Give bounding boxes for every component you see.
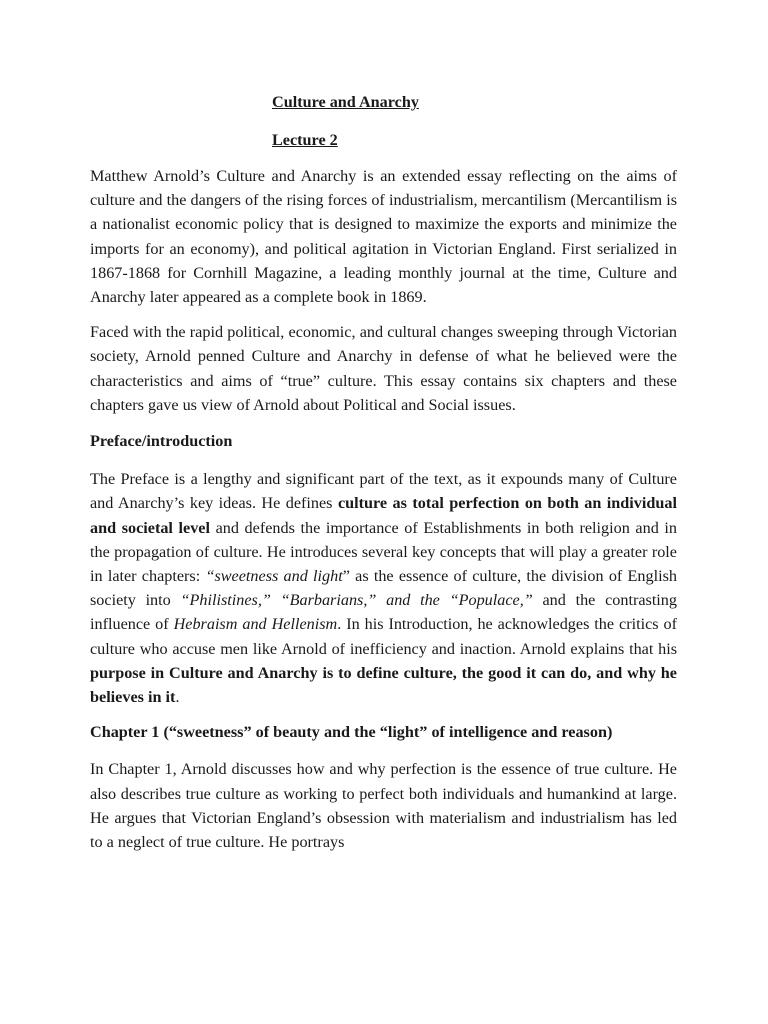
preface-heading: Preface/introduction	[90, 432, 233, 451]
preface-bold-1: culture as total perfection on both an individual and societal level	[90, 494, 677, 537]
preface-text-4: and the contrasting influence of	[90, 591, 677, 634]
preface-text-5: . In his Introduction, he acknowledges the critics of culture who accuse men like Arnold of inefficiency and inaction. Arnold explains that his	[90, 615, 677, 658]
paragraph-intro: Matthew Arnold’s Culture and Anarchy is an extended essay reflecting on the aims of culture and the dangers of the rising forces of industrialism, mercantilism (Mercantilism is a nationalist economic policy that is designed to maximize the exports and minimize the imports for an economy), and political agitation in Victorian England. First serialized in 1867-1868 for Cornhill Magazine, a leading monthly journal at the time, Culture and Anarchy later appeared as a complete book in 1869.	[90, 167, 677, 307]
paragraph-context: Faced with the rapid political, economic, and cultural changes sweeping through Victorian society, Arnold penned Culture and Anarchy in defense of what he believed were the characteristics and aims of “true” culture. This essay contains six chapters and these chapters gave us view of Arnold about Political and Social issues.	[90, 323, 677, 414]
document-page	[90, 90, 677, 854]
document-title: Culture and Anarchy	[272, 93, 419, 111]
chapter1-heading: Chapter 1 (“sweetness” of beauty and the “light” of intelligence and reason)	[90, 723, 613, 742]
preface-text-3: ” as the essence of culture, the division of English society into	[90, 567, 677, 610]
preface-italic-2: “Philistines,” “Barbarians,” and the “Populace,”	[180, 591, 533, 610]
paragraph-chapter1: In Chapter 1, Arnold discusses how and why perfection is the essence of true culture. He also describes true culture as working to perfect both individuals and humankind at large. He argues that Victorian England’s obsession with materialism and industrialism has led to a neglect of true culture. He portrays	[90, 760, 677, 852]
paragraph-preface	[90, 467, 677, 709]
lecture-heading: Lecture 2	[272, 131, 338, 149]
preface-text-6: .	[175, 688, 180, 707]
preface-bold-2: purpose in Culture and Anarchy is to define culture, the good it can do, and why he believes in it	[90, 663, 677, 707]
preface-text-2: and defends the importance of Establishments in both religion and in the propagation of culture. He introduces several key concepts that will play a greater role in later chapters:	[90, 518, 677, 586]
preface-italic-3: Hebraism and Hellenism	[173, 615, 338, 634]
preface-text-1: The Preface is a lengthy and significant part of the text, as it expounds many of Culture and Anarchy’s key ideas. He defines	[90, 470, 677, 513]
preface-italic-1: “sweetness and light	[205, 567, 343, 586]
